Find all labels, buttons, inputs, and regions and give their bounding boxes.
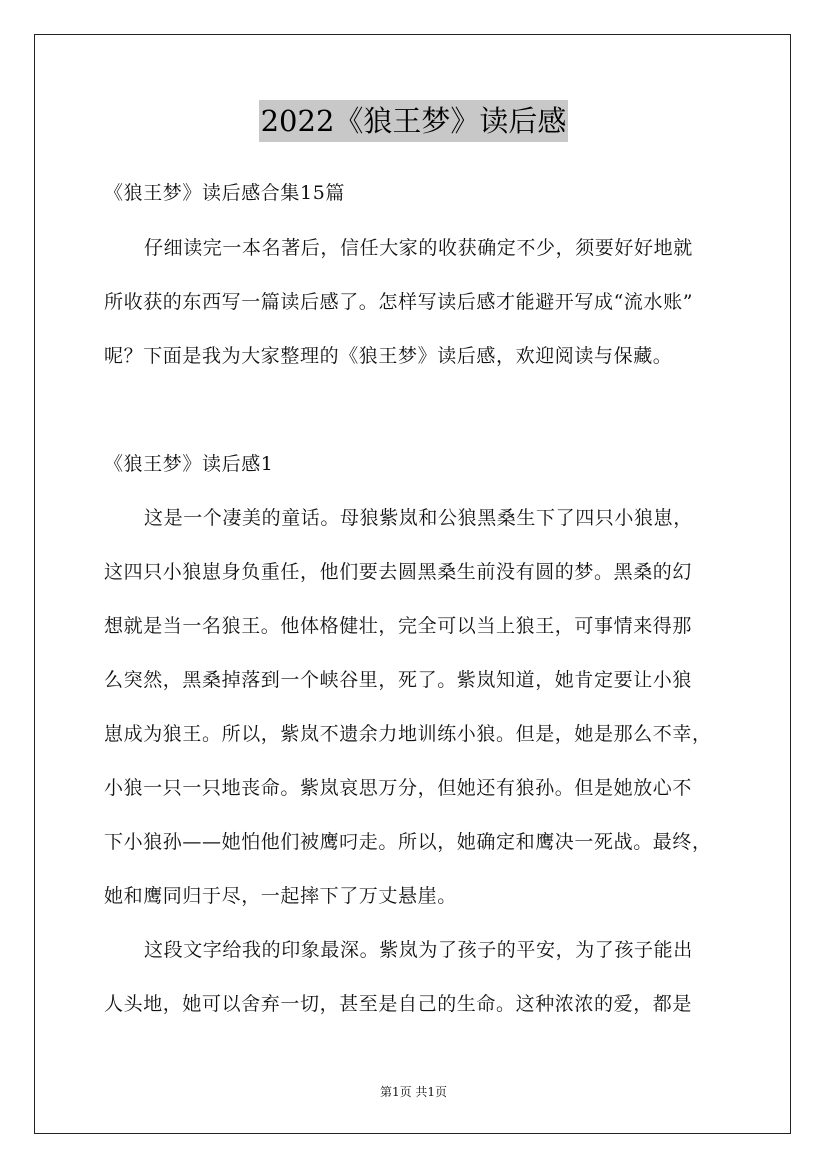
paragraph-line: 想就是当一名狼王。他体格健壮，完全可以当上狼王，可事情来得那 (104, 615, 693, 637)
paragraph-line: 下小狼孙——她怕他们被鹰叼走。所以，她确定和鹰决一死战。最终， (104, 831, 712, 853)
paragraph-line: 这四只小狼崽身负重任，他们要去圆黑桑生前没有圆的梦。黑桑的幻 (104, 561, 693, 583)
document-title: 2022《狼王梦》读后感 (259, 100, 569, 142)
paragraph-line: 这是一个凄美的童话。母狼紫岚和公狼黑桑生下了四只小狼崽， (144, 507, 693, 529)
paragraph-line: 崽成为狼王。所以，紫岚不遗余力地训练小狼。但是，她是那么不幸， (104, 723, 712, 745)
page-footer: 第1页 共1页 (379, 1085, 448, 1099)
title-container (0, 100, 827, 142)
paragraph-line: 人头地，她可以舍弃一切，甚至是自己的生命。这种浓浓的爱，都是 (104, 993, 693, 1015)
section-heading: 《狼王梦》读后感1 (104, 453, 274, 475)
paragraph-line: 么突然，黑桑掉落到一个峡谷里，死了。紫岚知道，她肯定要让小狼 (104, 669, 693, 691)
intro-line: 所收获的东西写一篇读后感了。怎样写读后感才能避开写成“流水账” (104, 291, 694, 313)
intro-line: 呢？下面是我为大家整理的《狼王梦》读后感，欢迎阅读与保藏。 (104, 345, 673, 367)
paragraph-line: 这段文字给我的印象最深。紫岚为了孩子的平安，为了孩子能出 (144, 939, 693, 961)
paragraph-line: 她和鹰同归于尽，一起摔下了万丈悬崖。 (104, 885, 457, 907)
paragraph-line: 小狼一只一只地丧命。紫岚哀思万分，但她还有狼孙。但是她放心不 (104, 777, 693, 799)
intro-line: 仔细读完一本名著后，信任大家的收获确定不少，须要好好地就 (144, 237, 693, 259)
document-subtitle: 《狼王梦》读后感合集15篇 (104, 182, 345, 204)
